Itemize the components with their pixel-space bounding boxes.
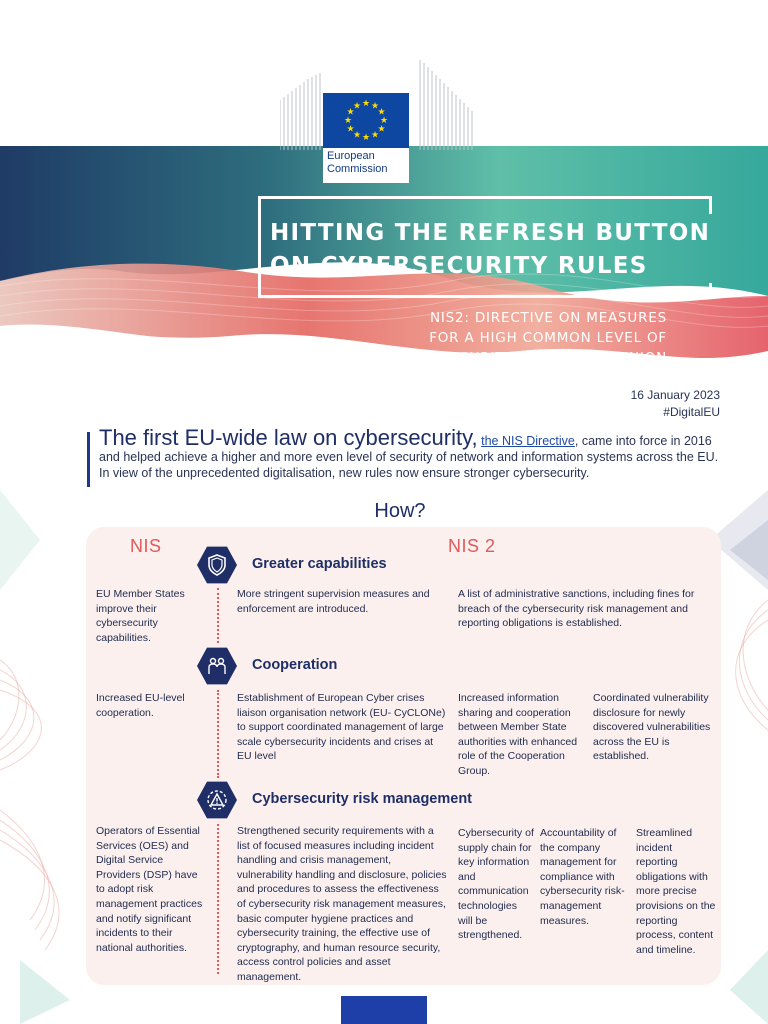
title-line-1: HITTING THE REFRESH BUTTON: [270, 220, 711, 246]
cooperation-nis2-text-c: Coordinated vulnerability disclosure for newly discovered vulnerabilities across the EU is established.: [593, 692, 711, 763]
capabilities-nis2-text-b: A list of administrative sanctions, including fines for breach of the cybersecurity risk management and reporting obligations is established.: [458, 588, 695, 630]
intro-rest: , came into force in 2016 and helped achieve a higher and more even level of security of network and information systems across the EU. In view of the unprecedented digitalisation, new rules now ensure stronger cybersecurity.: [99, 434, 719, 480]
subtitle-line-3: CYBERSECURITY ACROSS THE UNION: [392, 350, 667, 366]
section-connector-line: [217, 824, 221, 974]
ec-logo-text: [327, 150, 407, 176]
nis-directive-link[interactable]: the NIS Directive: [481, 434, 575, 448]
publication-date: 16 January 2023: [630, 388, 720, 402]
eu-flag-icon: [323, 93, 409, 148]
nis-column-header: NIS: [130, 536, 162, 556]
svg-text:★: ★: [361, 99, 371, 109]
subtitle-line-2: FOR A HIGH COMMON LEVEL OF: [429, 330, 667, 346]
svg-text:★: ★: [346, 124, 355, 135]
risk-nis-text: Operators of Essential Services (OES) and Digital Service Providers (DSP) have to adopt risk management practices and notify significant incidents to their national authorities.: [96, 825, 203, 954]
svg-text:★: ★: [370, 101, 380, 112]
svg-text:★: ★: [343, 116, 353, 126]
risk-nis2-text-d: Streamlined incident reporting obligations with more precise provisions on the reporting process, content and timeline.: [636, 827, 716, 956]
logo-line-2: Commission: [327, 163, 388, 175]
section-connector-line: [217, 588, 221, 643]
meta-info: [520, 387, 720, 421]
svg-text:★: ★: [377, 107, 386, 118]
nis2-column-header: NIS 2: [448, 536, 496, 556]
capabilities-nis2-text-a: More stringent supervision measures and enforcement are introduced.: [237, 588, 430, 615]
how-heading: How?: [374, 500, 426, 522]
capabilities-nis-text: EU Member States improve their cybersecurity capabilities.: [96, 588, 185, 644]
svg-text:★: ★: [379, 116, 389, 126]
svg-text:★: ★: [346, 107, 355, 118]
intro-lead: The first EU-wide law on cybersecurity,: [99, 425, 478, 450]
svg-text:★: ★: [370, 130, 380, 141]
logo-line-1: European: [327, 150, 375, 162]
intro-accent-bar: [87, 432, 90, 487]
page-title: [270, 217, 740, 283]
title-line-2: ON CYBERSECURITY RULES: [270, 253, 648, 279]
cooperation-nis-text: Increased EU-level cooperation.: [96, 692, 185, 719]
section-title-risk-management: Cybersecurity risk management: [252, 791, 473, 807]
risk-nis2-text-b: Cybersecurity of supply chain for key information and communication technologies will be strengthened.: [458, 827, 534, 942]
svg-text:★: ★: [361, 133, 371, 143]
risk-nis2-text-a: Strengthened security requirements with a list of focused measures including incident handling and crisis management, vulnerability handling and disclosure, policies and procedures to assess the effectiveness of cybersecurity risk management measures, basic computer hygiene practices and cybersecurity training, the effective use of cryptography, and human resource security, access control policies and asset management.: [237, 825, 447, 983]
intro-paragraph: [99, 425, 724, 481]
subtitle-line-1: NIS2: DIRECTIVE ON MEASURES: [429, 310, 667, 326]
risk-nis2-text-c: Accountability of the company management for compliance with cybersecurity risk-management measures.: [540, 827, 625, 927]
title-frame-corner: [709, 196, 712, 214]
hashtag-link[interactable]: #DigitalEU: [663, 405, 720, 419]
section-connector-line: [217, 690, 221, 778]
page-subtitle: [340, 308, 667, 368]
footer-accent-block: [341, 996, 427, 1024]
title-frame-corner: [709, 283, 712, 298]
left-decoration-graphic: [0, 480, 90, 1024]
section-title-cooperation: Cooperation: [252, 657, 338, 673]
svg-text:★: ★: [377, 124, 386, 135]
cooperation-nis2-text-b: Increased information sharing and cooperation between Member State authorities with enhanced role of the Cooperation Group.: [458, 692, 578, 777]
svg-text:★: ★: [352, 101, 362, 112]
section-title-capabilities: Greater capabilities: [252, 556, 387, 572]
svg-text:★: ★: [352, 130, 362, 141]
cooperation-nis2-text-a: Establishment of European Cyber crises liaison organisation network (EU- CyCLONe) to support coordinated management of large scale cybersecurity incidents and crises at EU level: [237, 692, 446, 763]
